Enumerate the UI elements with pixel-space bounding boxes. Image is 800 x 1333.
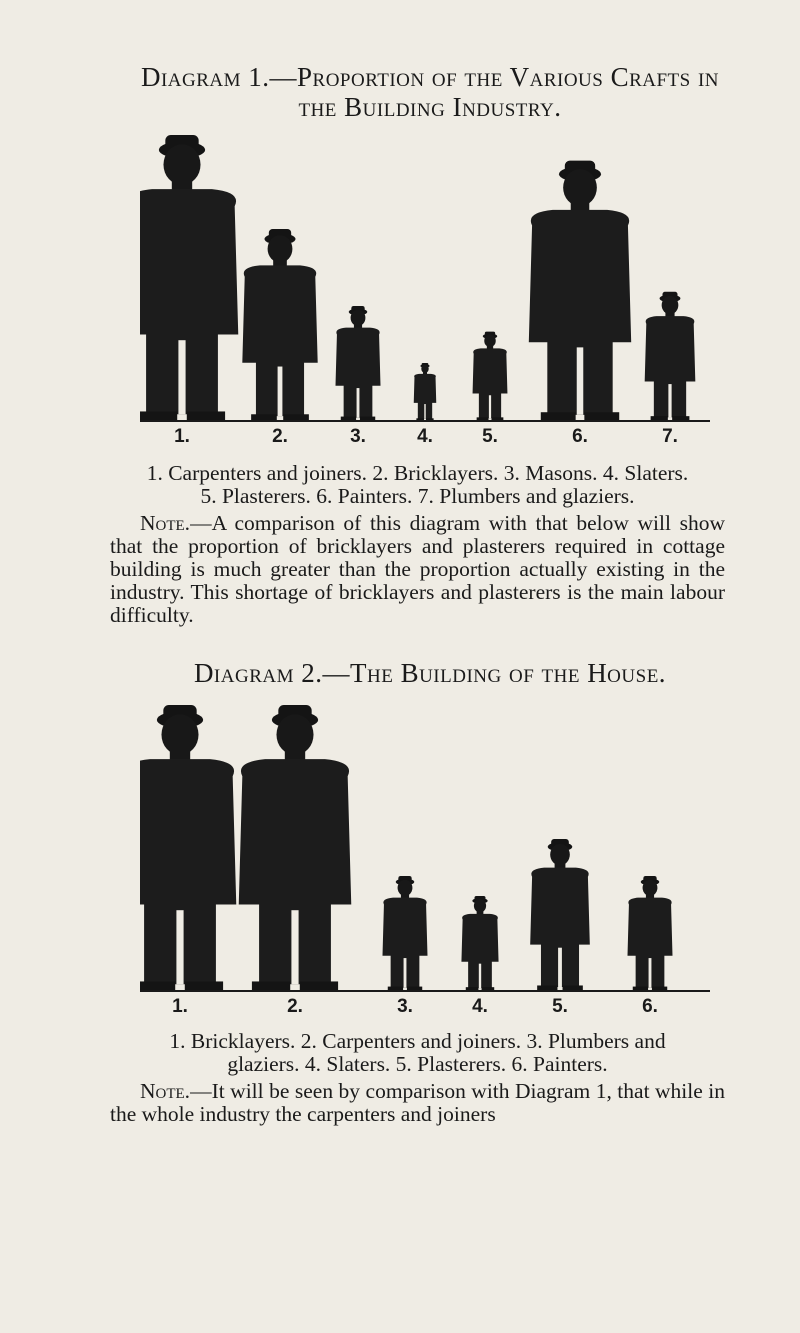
- diagram1-number-6: 6.: [572, 426, 588, 447]
- diagram2-figure-2: [239, 705, 352, 990]
- diagram2-caption-line1: 1. Bricklayers. 2. Carpenters and joiners. 3. Plumbers and: [169, 1029, 666, 1053]
- diagram2-caption: [110, 1030, 725, 1076]
- diagram2-note: [110, 1080, 725, 1126]
- diagram1-note: [110, 512, 725, 627]
- diagram1-number-3: 3.: [350, 426, 366, 447]
- diagram1-number-4: 4.: [417, 426, 433, 447]
- diagram2-chart: [140, 700, 710, 1030]
- diagram2-caption-line2: glaziers. 4. Slaters. 5. Plasterers. 6. Painters.: [227, 1052, 608, 1076]
- diagram1-figure: [140, 130, 710, 460]
- diagram1-title: [100, 62, 760, 122]
- diagram1-number-7: 7.: [662, 426, 678, 447]
- diagram1-figure-3: [335, 306, 380, 420]
- diagram2-number-6: 6.: [642, 996, 658, 1017]
- diagram2-note-text: —It will be seen by comparison with Diagram 1, that while in the whole industry the carpenters and joiners: [110, 1079, 725, 1126]
- diagram2-figure-5: [530, 839, 590, 990]
- diagram2-title-text: Diagram 2.—The Building of the House.: [193, 658, 667, 688]
- diagram1-figure-4: [414, 363, 437, 420]
- diagram1-note-text: —A comparison of this diagram with that below will show that the proportion of bricklayers and plasterers required in cottage building is much greater than the proportion actually existing in the industry. This shortage of bricklayers and plasterers is the main labour difficulty.: [110, 511, 725, 627]
- diagram2-title: [100, 658, 760, 688]
- diagram1-number-2: 2.: [272, 426, 288, 447]
- diagram2-number-3: 3.: [397, 996, 413, 1017]
- diagram1-caption: [110, 462, 725, 508]
- diagram2-figure: [140, 700, 710, 1030]
- diagram2-figure-6: [627, 876, 672, 990]
- diagram1-figure-7: [645, 292, 696, 420]
- diagram1-chart: [140, 130, 710, 460]
- diagram1-title-line2: the Building Industry.: [298, 92, 562, 122]
- diagram1-note-lead: Note.: [140, 511, 191, 535]
- diagram1-number-1: 1.: [174, 426, 190, 447]
- diagram2-figure-3: [382, 876, 427, 990]
- diagram1-figure-1: [140, 135, 238, 420]
- diagram1-caption-line2: 5. Plasterers. 6. Painters. 7. Plumbers and glaziers.: [200, 484, 635, 508]
- diagram2-number-4: 4.: [472, 996, 488, 1017]
- diagram1-figure-2: [242, 229, 317, 420]
- diagram1-caption-line1: 1. Carpenters and joiners. 2. Bricklayers. 3. Masons. 4. Slaters.: [146, 461, 689, 485]
- diagram1-title-line1: Diagram 1.—Proportion of the Various Crafts in: [140, 62, 720, 92]
- diagram2-figure-4: [461, 896, 498, 990]
- diagram1-figure-5: [473, 332, 508, 420]
- diagram1-figure-6: [529, 161, 631, 420]
- diagram2-number-2: 2.: [287, 996, 303, 1017]
- diagram2-figure-1: [140, 705, 236, 990]
- diagram2-number-1: 1.: [172, 996, 188, 1017]
- diagram2-number-5: 5.: [552, 996, 568, 1017]
- diagram1-number-5: 5.: [482, 426, 498, 447]
- diagram2-note-lead: Note.: [140, 1079, 191, 1103]
